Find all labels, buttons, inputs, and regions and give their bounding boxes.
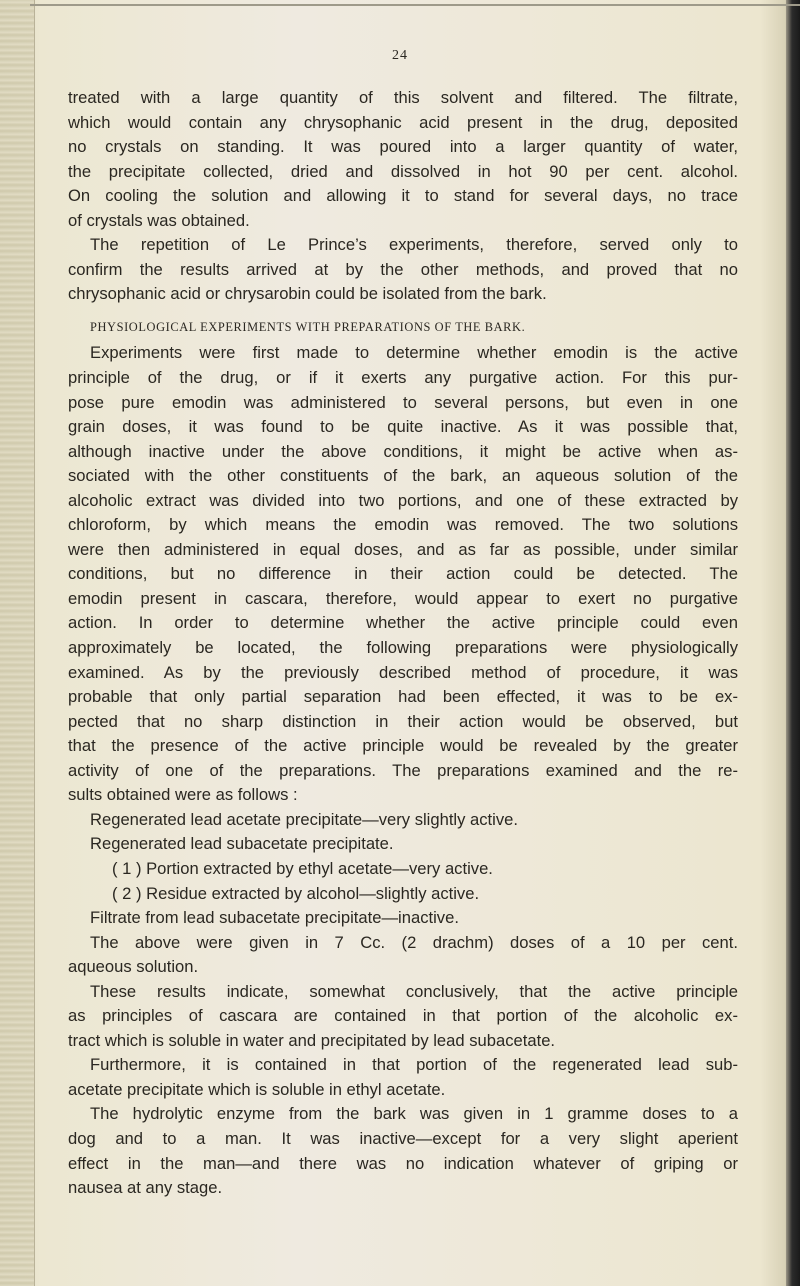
text-line: conditions, but no difference in their action could be detected. The bbox=[68, 564, 738, 584]
text-line: the precipitate collected, dried and dissolved in hot 90 per cent. alcohol. bbox=[68, 161, 738, 181]
text-line: treated with a large quantity of this solvent and filtered. The filtrate, bbox=[68, 88, 738, 107]
text-line: approximately be located, the following preparations were physiologically bbox=[68, 638, 738, 658]
text-line: The above were given in 7 Cc. (2 drachm) doses of a 10 per cent. bbox=[90, 932, 738, 952]
page-number: 24 bbox=[392, 48, 408, 63]
text-line: pose pure emodin was administered to several persons, but even in one bbox=[68, 392, 738, 412]
list-item: Filtrate from lead subacetate precipitate—inactive. bbox=[90, 908, 459, 928]
list-subitem: ( 2 ) Residue extracted by alcohol—slightly active. bbox=[112, 883, 480, 903]
text-line: The repetition of Le Prince’s experiments, therefore, served only to bbox=[90, 235, 738, 255]
text-line: alcoholic extract was divided into two portions, and one of these extracted by bbox=[68, 490, 738, 510]
text-line: Experiments were first made to determine whether emodin is the active bbox=[90, 343, 738, 363]
text-line: pected that no sharp distinction in their action would be observed, but bbox=[68, 711, 738, 731]
text-line: The hydrolytic enzyme from the bark was given in 1 gramme doses to a bbox=[90, 1104, 738, 1124]
body-text bbox=[68, 86, 738, 1201]
binding-line bbox=[34, 0, 35, 1286]
text-line: grain doses, it was found to be quite inactive. As it was possible that, bbox=[68, 417, 738, 437]
list-item: Regenerated lead subacetate precipitate. bbox=[90, 834, 394, 854]
text-line: that the presence of the active principle would be revealed by the greater bbox=[68, 736, 738, 756]
list-item: Regenerated lead acetate precipitate—very slightly active. bbox=[90, 809, 518, 829]
text-line: activity of one of the preparations. The preparations examined and the re- bbox=[68, 760, 738, 780]
text-line: tract which is soluble in water and precipitated by lead subacetate. bbox=[68, 1030, 556, 1050]
text-line: chloroform, by which means the emodin was removed. The two solutions bbox=[68, 515, 738, 535]
text-line: These results indicate, somewhat conclusively, that the active principle bbox=[90, 981, 738, 1001]
binding-edge bbox=[0, 0, 34, 1286]
text-line: sociated with the other constituents of the bark, an aqueous solution of the bbox=[68, 466, 738, 486]
text-line: action. In order to determine whether the active principle could even bbox=[68, 613, 738, 633]
list-subitem: ( 1 ) Portion extracted by ethyl acetate—very active. bbox=[112, 858, 493, 878]
section-heading: PHYSIOLOGICAL EXPERIMENTS WITH PREPARATIONS OF THE BARK. bbox=[90, 319, 526, 334]
text-line: were then administered in equal doses, and as far as possible, under similar bbox=[68, 539, 738, 559]
text-line: acetate precipitate which is soluble in ethyl acetate. bbox=[68, 1079, 446, 1099]
text-line: effect in the man—and there was no indication whatever of griping or bbox=[68, 1153, 738, 1173]
text-line: of crystals was obtained. bbox=[68, 210, 250, 230]
text-line: Furthermore, it is contained in that portion of the regenerated lead sub- bbox=[90, 1055, 738, 1075]
text-line: examined. As by the previously described method of procedure, it was bbox=[68, 662, 738, 682]
top-rule bbox=[30, 4, 800, 6]
text-line: which would contain any chrysophanic acid present in the drug, deposited bbox=[68, 112, 738, 132]
text-line: as principles of cascara are contained in that portion of the alcoholic ex- bbox=[68, 1006, 738, 1026]
text-line: On cooling the solution and allowing it to stand for several days, no trace bbox=[68, 186, 738, 206]
text-line: confirm the results arrived at by the other methods, and proved that no bbox=[68, 259, 738, 279]
text-line: principle of the drug, or if it exerts any purgative action. For this pur- bbox=[68, 368, 738, 388]
text-line: chrysophanic acid or chrysarobin could be isolated from the bark. bbox=[68, 284, 547, 304]
text-line: aqueous solution. bbox=[68, 957, 199, 977]
text-line: nausea at any stage. bbox=[68, 1178, 223, 1198]
page-shadow-edge bbox=[786, 0, 800, 1286]
text-line: emodin present in cascara, therefore, would appear to exert no purgative bbox=[68, 588, 738, 608]
text-line: dog and to a man. It was inactive—except for a very slight aperient bbox=[68, 1128, 738, 1148]
text-line: no crystals on standing. It was poured into a larger quantity of water, bbox=[68, 137, 738, 157]
text-line: probable that only partial separation had been effected, it was to be ex- bbox=[68, 687, 738, 707]
text-line: sults obtained were as follows : bbox=[68, 785, 298, 805]
text-line: although inactive under the above conditions, it might be active when as- bbox=[68, 441, 738, 461]
